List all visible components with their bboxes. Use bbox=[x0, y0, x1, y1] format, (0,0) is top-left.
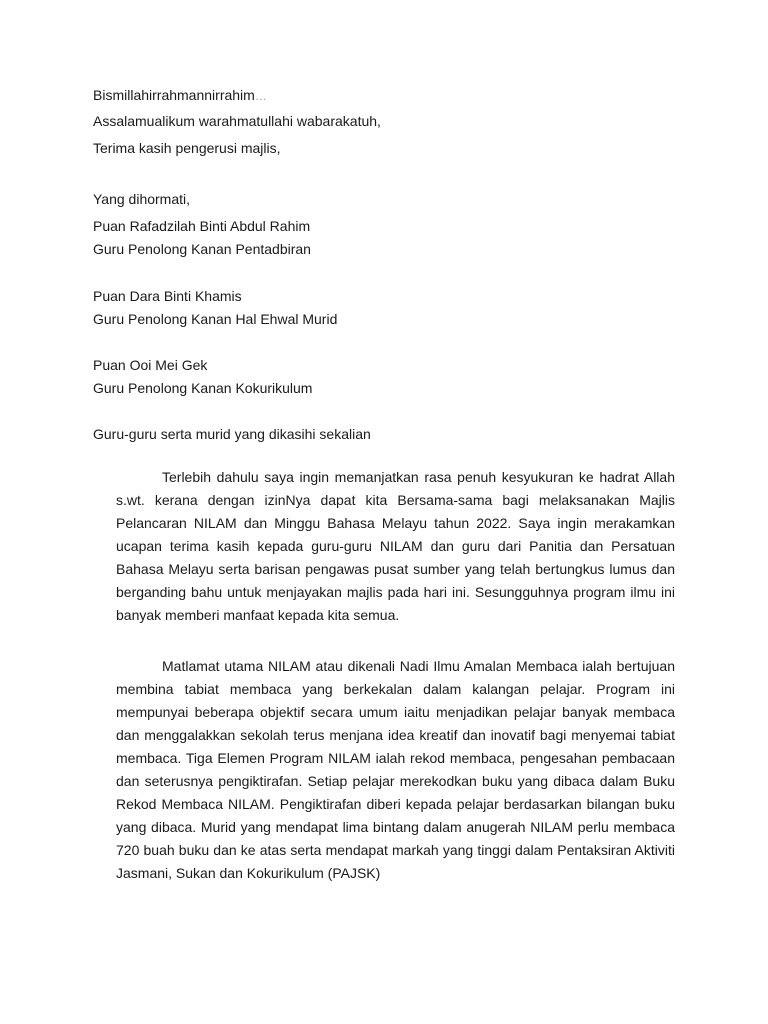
bismillah-ellipsis: … bbox=[254, 89, 267, 103]
person-title: Guru Penolong Kanan Kokurikulum bbox=[93, 380, 313, 396]
person-name: Puan Rafadzilah Binti Abdul Rahim bbox=[93, 218, 311, 234]
body-paragraph: Matlamat utama NILAM atau dikenali Nadi Ilmu Amalan Membaca ialah bertujuan membina tabiat membaca yang berkekalan dalam kalangan pelajar. Program ini mempunyai beberapa objektif secara umum iaitu menjadikan pelajar banyak membaca dan menggalakkan sekolah terus menjana idea kreatif dan inovatif bagi menyemai tabiat membaca. Tiga Elemen Program NILAM ialah rekod membaca, pengesahan pembacaan dan seterusnya pengiktirafan. Setiap pelajar merekodkan buku yang dibaca dalam Buku Rekod Membaca NILAM. Pengiktirafan diberi kepada pelajar berdasarkan bilangan buku yang dibaca. Murid yang mendapat lima bintang dalam anugerah NILAM perlu membaca 720 buah buku dan ke atas serta mendapat markah yang tinggi dalam Pentaksiran Aktiviti Jasmani, Sukan dan Kokurikulum (PAJSK) bbox=[116, 658, 675, 881]
audience-line: Guru-guru serta murid yang dikasihi sekalian bbox=[93, 426, 371, 442]
bismillah-text: Bismillahirrahmannirrahim bbox=[93, 87, 255, 103]
body-paragraph: Terlebih dahulu saya ingin memanjatkan rasa penuh kesyukuran ke hadrat Allah s.wt. kerana dengan izinNya dapat kita Bersama-sama bagi melaksanakan Majlis Pelancaran NILAM dan Minggu Bahasa Melayu tahun 2022. Saya ingin merakamkan ucapan terima kasih kepada guru-guru NILAM dan guru dari Panitia dan Persatuan Bahasa Melayu serta barisan pengawas pusat sumber yang telah bertungkus lumus dan berganding bahu untuk menjayakan majlis pada hari ini. Sesungguhnya program ilmu ini banyak memberi manfaat kepada kita semua. bbox=[116, 469, 675, 623]
person-name: Puan Dara Binti Khamis bbox=[93, 288, 242, 304]
person-title: Guru Penolong Kanan Pentadbiran bbox=[93, 241, 311, 257]
salam-line: Assalamualikum warahmatullahi wabarakatuh, bbox=[93, 113, 381, 129]
honorific-intro: Yang dihormati, bbox=[93, 191, 191, 207]
person-title: Guru Penolong Kanan Hal Ehwal Murid bbox=[93, 311, 338, 327]
bismillah-line bbox=[93, 86, 267, 105]
thanks-chair-line: Terima kasih pengerusi majlis, bbox=[93, 140, 281, 156]
person-name: Puan Ooi Mei Gek bbox=[93, 357, 208, 373]
